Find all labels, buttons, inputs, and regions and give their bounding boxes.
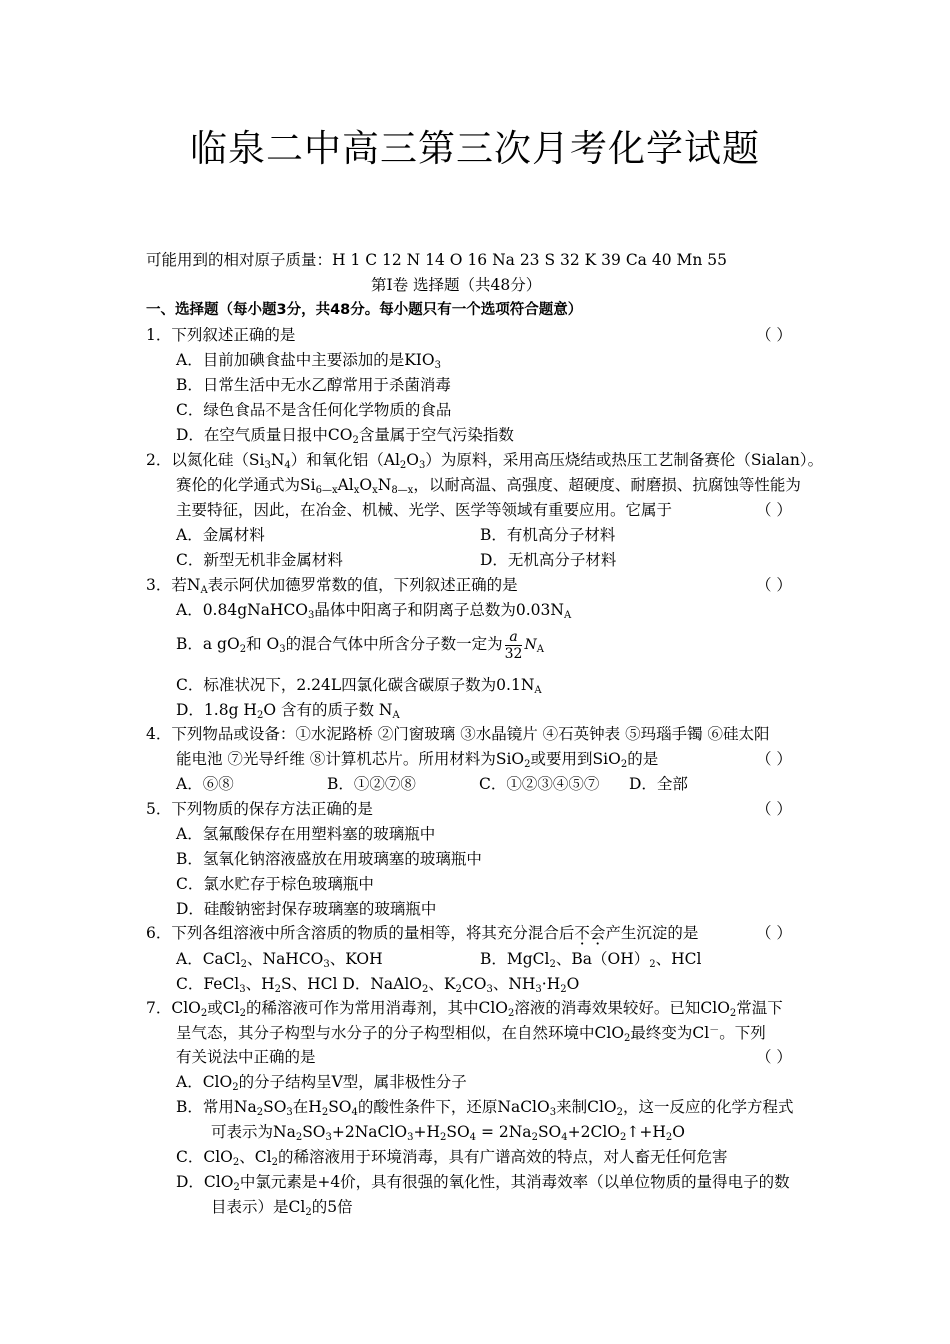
q4-option-d: D．全部 [629, 775, 688, 793]
q6-option-c-d: C．FeCl$_3$、$H_2S$、HCl D．NaAlO$_2$、$K_2CO_3$、$NH_3\cdot H_2O$ [176, 975, 580, 995]
q3-option-d: D．1.8g $H_2O$ 含有的质子数 $N_A$ [176, 701, 400, 721]
q3-option-c: C．标准状况下，2.24L四氯化碳含碳原子数为$0.1N_A$ [176, 676, 542, 696]
part-one-heading: 一、选择题（每小题3分，共48分。每小题只有一个选项符合题意） [146, 302, 583, 318]
section-header: 第Ⅰ卷 选择题（共48分） [371, 276, 542, 294]
q5-option-b: B．氢氧化钠溶液盛放在用玻璃塞的玻璃瓶中 [176, 850, 482, 868]
q5-option-a: A．氢氟酸保存在用塑料塞的玻璃瓶中 [176, 825, 436, 843]
q2-option-d: D．无机高分子材料 [480, 551, 617, 569]
q6-stem: 6．下列各组溶液中所含溶质的物质的量相等，将其充分混合后不会产生沉淀的是 [146, 924, 699, 942]
q1-option-c: C．绿色食品不是含任何化学物质的食品 [176, 401, 452, 419]
q1-option-a: A．目前加碘食盐中主要添加的是$KIO_3$ [176, 351, 441, 371]
emphasis-dot-2: 会 [589, 924, 606, 942]
q3-option-b: B．a $gO_2$和 $O_3$的混合气体中所含分子数一定为 $\frac{a}{32}$ $N_A$ [176, 628, 544, 662]
q4-option-a: A．⑥⑧ [176, 775, 234, 793]
q7-option-d-line-2: 目表示）是$Cl_2$的5倍 [211, 1198, 353, 1218]
q7-stem-line-3: 有关说法中正确的是 [176, 1048, 316, 1066]
q1-stem: 1．下列叙述正确的是 [146, 326, 296, 344]
q1-option-b: B．日常生活中无水乙醇常用于杀菌消毒 [176, 376, 451, 394]
q2-stem-line-1: 2．以氮化硅$(Si_3N_4)$和氧化铝$(Al_2O_3)$为原料，采用高压烧结或热压工艺制备赛伦（Sialan）。 [146, 451, 824, 471]
q7-option-c: C．ClO$_2$、$Cl_2$的稀溶液用于环境消毒，具有广谱高效的特点，对人畜无任何危害 [176, 1148, 728, 1168]
q5-stem: 5．下列物质的保存方法正确的是 [146, 800, 373, 818]
q2-stem-line-2: 赛伦的化学通式为$Si_{6—x}Al_xO_xN_{8—x}$，以耐高温、高强度、超硬度、耐磨损、抗腐蚀等性能为 [176, 476, 801, 496]
q7-option-b-line-1: B．常用$Na_2SO_3$在$H_2SO_4$的酸性条件下，还原NaClO$_3$来制ClO$_2$，这一反应的化学方程式 [176, 1098, 794, 1118]
q4-stem-line-1: 4．下列物品或设备：①水泥路桥 ②门窗玻璃 ③水晶镜片 ④石英钟表 ⑤玛瑙手镯 ⑥硅太阳 [146, 725, 770, 743]
exam-title: 临泉二中高三第三次月考化学试题 [190, 127, 760, 170]
q7-option-a: A．ClO$_2$的分子结构呈V型，属非极性分子 [176, 1073, 467, 1093]
q7-option-d-line-1: D．ClO$_2$中氯元素是+4价，具有很强的氧化性，其消毒效率（以单位物质的量得电子的数 [176, 1173, 790, 1193]
atomic-masses: 可能用到的相对原子质量：H 1 C 12 N 14 O 16 Na 23 S 32 K 39 Ca 40 Mn 55 [146, 251, 728, 269]
q4-stem-line-2: 能电池 ⑦光导纤维 ⑧计算机芯片。所用材料为SiO$_2$或要用到SiO$_2$的是 [176, 750, 659, 770]
q2-stem-line-3: 主要特征，因此，在冶金、机械、光学、医学等领域有重要应用。它属于 [176, 501, 673, 519]
q2-answer-blank: （ ） [756, 501, 792, 519]
q3-stem: 3．若$N_A$表示阿伏加德罗常数的值，下列叙述正确的是 [146, 576, 518, 596]
q5-option-c: C．氯水贮存于棕色玻璃瓶中 [176, 875, 374, 893]
q6-option-b: B．MgCl$_2$、$Ba(OH)_2$、HCl [480, 950, 702, 970]
q5-option-d: D．硅酸钠密封保存玻璃塞的玻璃瓶中 [176, 900, 437, 918]
q6-option-a: A．CaCl$_2$、NaHCO$_3$、KOH [176, 950, 383, 970]
q5-answer-blank: （ ） [756, 800, 792, 818]
q3-answer-blank: （ ） [756, 576, 792, 594]
q3-option-a: A．0.84gNaHCO$_3$晶体中阳离子和阴离子总数为$0.03N_A$ [176, 601, 572, 621]
q4-option-b: B．①②⑦⑧ [327, 775, 416, 793]
q2-option-b: B．有机高分子材料 [480, 526, 616, 544]
q7-stem-line-2: 呈气态，其分子构型与水分子的分子构型相似，在自然环境中ClO$_2$最终变为Cl－。下列 [176, 1024, 766, 1044]
q2-option-a: A．金属材料 [176, 526, 265, 544]
q6-answer-blank: （ ） [756, 924, 792, 942]
q4-answer-blank: （ ） [756, 750, 792, 768]
emphasis-dot-1: 不 [574, 924, 590, 942]
q1-option-d: D．在空气质量日报中$CO_2$含量属于空气污染指数 [176, 426, 514, 446]
q3-fraction: $\frac{a}{32}$ [504, 628, 523, 662]
q2-option-c: C．新型无机非金属材料 [176, 551, 343, 569]
q7-option-b-line-2: 可表示为$Na_2SO_3+2NaClO_3+H_2SO_4$ = $2Na_2SO_4+2ClO_2↑+H_2O$ [211, 1123, 685, 1143]
q7-stem-line-1: 7．ClO$_2$或$Cl_2$的稀溶液可作为常用消毒剂，其中ClO$_2$溶液的消毒效果较好。已知ClO$_2$常温下 [146, 999, 783, 1019]
q4-option-c: C．①②③④⑤⑦ [479, 775, 600, 793]
q1-answer-blank: （ ） [756, 326, 792, 344]
q7-answer-blank: （ ） [756, 1048, 792, 1066]
